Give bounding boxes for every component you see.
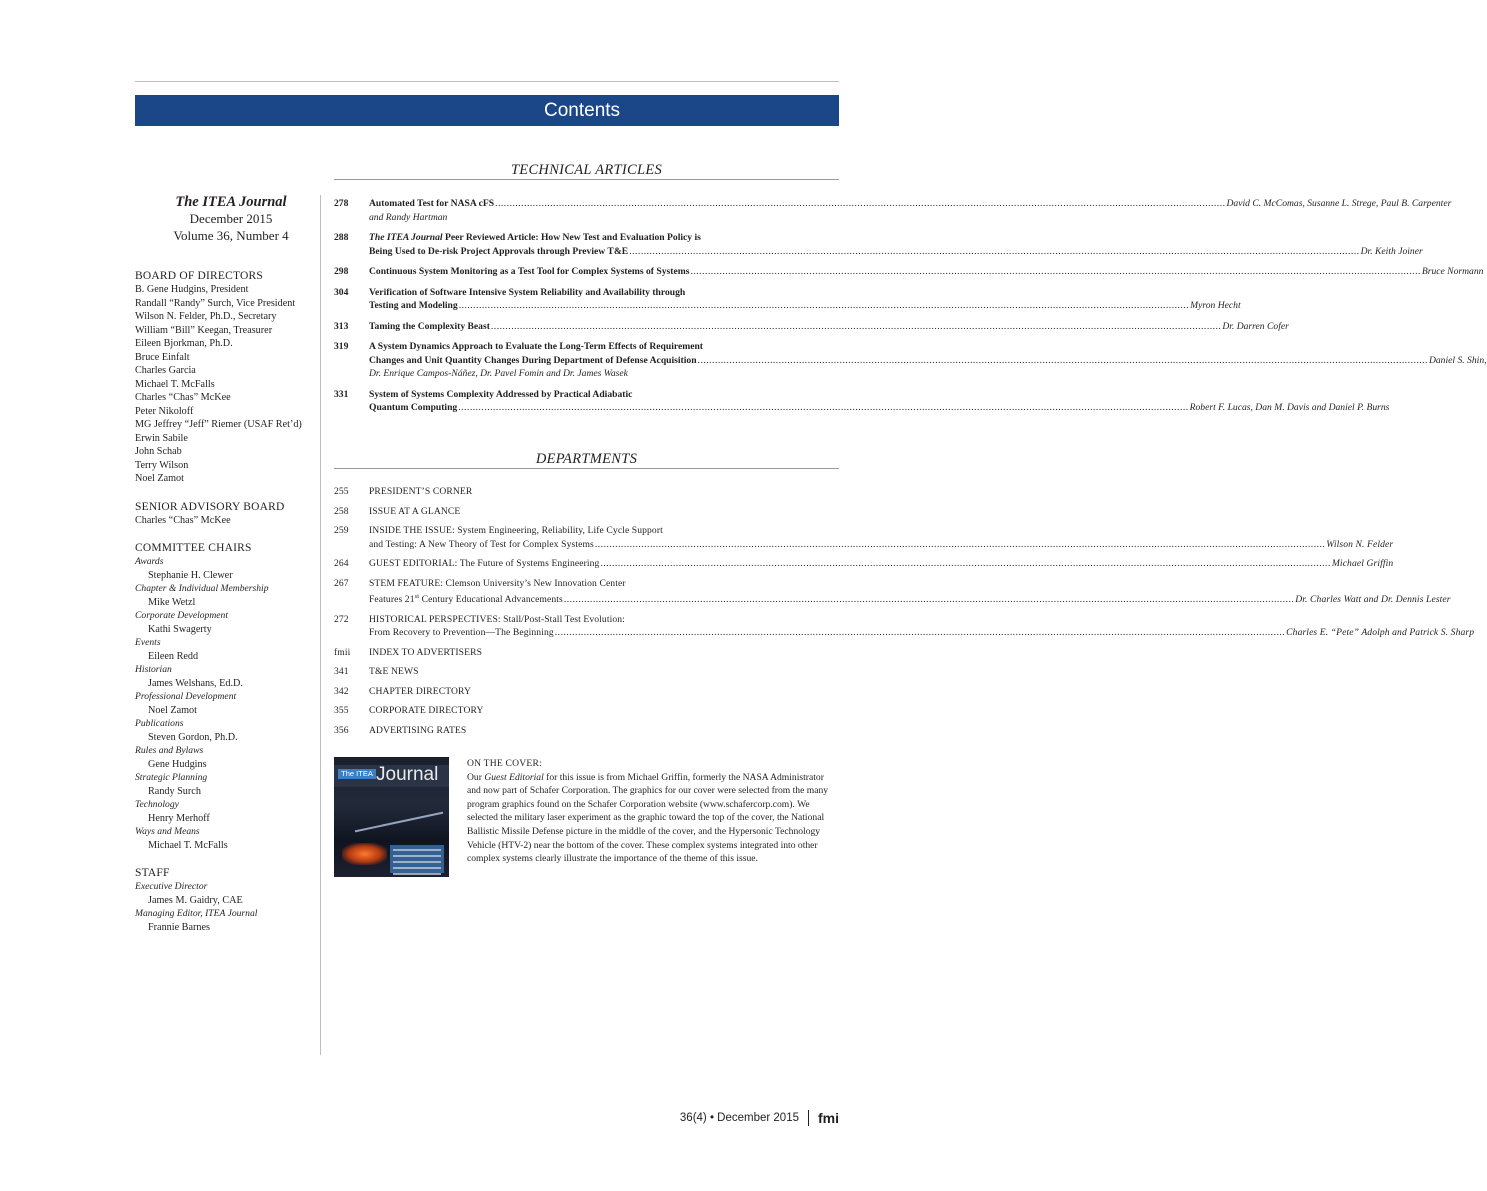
masthead-column	[135, 194, 315, 934]
toc-entry-356[interactable]	[334, 724, 839, 738]
page-number: fmii	[334, 646, 351, 658]
ordinal-suffix: st	[414, 593, 420, 600]
committee-category: Awards	[135, 556, 164, 567]
committee-chair: Michael T. McFalls	[148, 839, 228, 851]
toc-entry-288[interactable]	[334, 231, 1423, 258]
board-member: Peter Nikoloff	[135, 405, 194, 417]
journal-name: The ITEA Journal	[369, 232, 443, 243]
page-number: 355	[334, 705, 349, 717]
committee-chair: Gene Hudgins	[148, 758, 207, 770]
page-number: 342	[334, 685, 349, 697]
board-member: Charles “Chas” McKee	[135, 392, 231, 403]
article-title: Continuous System Monitoring as a Test Tool for Complex Systems of Systems	[369, 266, 690, 277]
article-authors-cont: and Randy Hartman	[369, 211, 448, 223]
toc-entry-304[interactable]	[334, 286, 1241, 313]
page-number: 267	[334, 577, 349, 589]
toc-entry-278[interactable]	[334, 197, 1452, 224]
staff-name: Frannie Barnes	[148, 921, 210, 933]
article-authors: Dr. Keith Joiner	[1360, 245, 1423, 257]
department-authors: Dr. Charles Watt and Dr. Dennis Lester	[1295, 594, 1451, 606]
senior-board-member: Charles “Chas” McKee	[135, 514, 231, 526]
department-authors: Michael Griffin	[1331, 558, 1394, 569]
departments-list	[334, 485, 1475, 737]
page-number: 356	[334, 724, 349, 736]
board-member: John Schab	[135, 446, 182, 457]
article-title-cont: Being Used to De-risk Project Approvals through Preview T&E	[369, 245, 629, 257]
cover-image	[334, 757, 449, 877]
toc-entry-fmii[interactable]	[334, 646, 839, 660]
technical-articles-heading: TECHNICAL ARTICLES	[334, 162, 839, 180]
article-authors: Bruce Normann	[1421, 266, 1484, 277]
issue-volume: Volume 36, Number 4	[173, 227, 289, 243]
committee-category: Rules and Bylaws	[135, 745, 204, 756]
board-member: Bruce Einfalt	[135, 351, 190, 363]
committee-category: Chapter & Individual Membership	[135, 583, 269, 594]
toc-entry-259[interactable]	[334, 524, 1394, 551]
article-title: A System Dynamics Approach to Evaluate the Long-Term Effects of Requirement	[369, 341, 703, 352]
committee-chair: Mike Wetzl	[148, 596, 196, 608]
page-number: 288	[334, 232, 349, 243]
department-title: GUEST EDITORIAL: The Future of Systems Engineering	[369, 558, 600, 569]
departments-heading: DEPARTMENTS	[334, 451, 839, 469]
masthead	[135, 194, 315, 244]
article-title-cont: Testing and Modeling	[369, 300, 458, 311]
toc-entry-313[interactable]	[334, 320, 1289, 334]
department-title-cont: From Recovery to Prevention—The Beginning	[369, 627, 554, 639]
article-title-cont: Quantum Computing	[369, 402, 458, 413]
committee-chair: Steven Gordon, Ph.D.	[148, 731, 238, 743]
toc-entry-298[interactable]	[334, 265, 1484, 279]
department-title-cont: and Testing: A New Theory of Test for Complex Systems	[369, 538, 594, 550]
footer-issue: 36(4) • December 2015	[679, 1112, 799, 1124]
footer-divider	[808, 1110, 809, 1126]
department-authors: Wilson N. Felder	[1326, 538, 1394, 550]
page-number: 313	[334, 320, 349, 332]
committee-chair: Eileen Redd	[148, 650, 199, 662]
guest-editorial-italic: Guest Editorial	[484, 771, 544, 783]
department-title: STEM FEATURE: Clemson University’s New Innovation Center	[369, 577, 626, 589]
committee-heading: COMMITTEE CHAIRS	[135, 542, 252, 554]
page-number: 319	[334, 341, 349, 352]
department-title: PRESIDENT’S CORNER	[369, 486, 473, 497]
committee-category: Events	[135, 637, 161, 648]
page-number: 298	[334, 266, 349, 277]
article-authors-cont: Dr. Enrique Campos-Náñez, Dr. Pavel Fomin and Dr. James Wasek	[369, 368, 628, 379]
page-number: 264	[334, 558, 349, 569]
staff-heading: STAFF	[135, 867, 170, 879]
board-member: Wilson N. Felder, Ph.D., Secretary	[135, 311, 277, 322]
cover-label-the: The ITEA	[338, 769, 376, 779]
article-authors: Dr. Darren Cofer	[1222, 320, 1289, 332]
page-number: 304	[334, 286, 349, 298]
staff-role: Managing Editor, ITEA Journal	[135, 908, 258, 919]
cover-heading: ON THE COVER:	[467, 758, 542, 769]
committee-category: Corporate Development	[135, 610, 228, 621]
toc-entry-319[interactable]	[334, 340, 1487, 381]
senior-board-heading: SENIOR ADVISORY BOARD	[135, 500, 285, 513]
footer-page-number: fmi	[818, 1110, 839, 1126]
committee-category: Publications	[135, 718, 184, 729]
department-title: INSIDE THE ISSUE: System Engineering, Reliability, Life Cycle Support	[369, 525, 663, 536]
committee-category: Strategic Planning	[135, 772, 208, 783]
committee-category: Ways and Means	[135, 826, 200, 837]
board-member: William “Bill” Keegan, Treasurer	[135, 324, 273, 336]
committee-chair: Noel Zamot	[148, 704, 197, 716]
department-title-cont: Features 21	[369, 594, 415, 606]
journal-title: The ITEA Journal	[175, 194, 287, 210]
board-member: B. Gene Hudgins, President	[135, 284, 249, 295]
page-number: 341	[334, 666, 349, 678]
department-title: CORPORATE DIRECTORY	[369, 705, 484, 717]
department-title-cont: Century Educational Advancements	[419, 594, 563, 606]
staff-name: James M. Gaidry, CAE	[148, 894, 243, 906]
toc-entry-264[interactable]	[334, 557, 1394, 571]
issue-date: December 2015	[189, 211, 273, 226]
board-members	[135, 283, 315, 486]
article-title: Taming the Complexity Beast	[369, 320, 490, 332]
board-member: Randall “Randy” Surch, Vice President	[135, 297, 296, 309]
committee-chair: James Welshans, Ed.D.	[148, 677, 243, 689]
department-title: ISSUE AT A GLANCE	[369, 505, 461, 517]
committee-list	[135, 555, 315, 852]
toc-entry-255[interactable]	[334, 485, 839, 499]
board-member: Erwin Sabile	[135, 432, 188, 444]
page-number: 259	[334, 525, 349, 536]
cover-paragraph: Our Guest Editorial for this issue is from Michael Griffin, formerly the NASA Administrator and now part of Schafer Corporation. The graphics for our cover were selected from the many program graphics found on the Schafer Corporation website (www.schafercorp.com). We selected the military laser experiment as the graphic toward the top of the cover, the National Ballistic Missile Defense picture in the middle of the cover, and the Hypersonic Technology Vehicle (HTV-2) near the bottom of the cover. These complex systems integrated into other complex systems clearly illustrate the importance of the theme of this issue.	[467, 771, 829, 865]
board-member: Charles Garcia	[135, 365, 196, 376]
department-title: ADVERTISING RATES	[369, 724, 467, 736]
committee-category: Professional Development	[135, 691, 237, 702]
article-title: Peer Reviewed Article: How New Test and Evaluation Policy is	[442, 232, 701, 243]
contents-banner: Contents	[135, 95, 839, 126]
department-title: CHAPTER DIRECTORY	[369, 685, 472, 697]
committee-chair: Stephanie H. Clewer	[148, 569, 233, 581]
article-title-cont: Changes and Unit Quantity Changes During Department of Defense Acquisition	[369, 354, 697, 366]
cover-label-journal: Journal	[376, 764, 439, 785]
page-number: 255	[334, 486, 349, 497]
department-title: HISTORICAL PERSPECTIVES: Stall/Post-Stall Test Evolution:	[369, 613, 625, 625]
committee-category: Technology	[135, 799, 179, 810]
toc-entry-355[interactable]	[334, 704, 839, 718]
department-authors: Charles E. “Pete” Adolph and Patrick S. Sharp	[1286, 627, 1475, 639]
article-authors: David C. McComas, Susanne L. Strege, Paul B. Carpenter	[1226, 198, 1452, 209]
board-member: Terry Wilson	[135, 459, 189, 471]
committee-chair: Randy Surch	[148, 785, 201, 797]
page-number: 331	[334, 388, 349, 400]
committee-chair: Henry Merhoff	[148, 812, 210, 824]
toc-entry-331[interactable]	[334, 388, 1390, 415]
toc-entry-272[interactable]	[334, 613, 1475, 640]
committee-chair: Kathi Swagerty	[148, 623, 212, 635]
column-divider	[320, 195, 321, 1055]
technical-articles-list	[334, 197, 1487, 415]
board-heading: BOARD OF DIRECTORS	[135, 270, 263, 282]
toc-entry-342[interactable]	[334, 685, 839, 699]
article-authors: Myron Hecht	[1190, 300, 1241, 311]
board-member: Noel Zamot	[135, 473, 184, 484]
page-number: 272	[334, 613, 349, 625]
article-authors: Daniel S. Shin,	[1428, 354, 1487, 366]
board-member: Michael T. McFalls	[135, 378, 215, 390]
committee-category: Historian	[135, 664, 172, 675]
article-authors: Robert F. Lucas, Dan M. Davis and Daniel P. Burns	[1189, 402, 1390, 413]
staff-role: Executive Director	[135, 881, 208, 892]
toc-entry-341[interactable]	[334, 665, 839, 679]
department-title: INDEX TO ADVERTISERS	[369, 646, 483, 658]
department-title: T&E NEWS	[369, 666, 419, 678]
article-title: Verification of Software Intensive System Reliability and Availability through	[369, 286, 686, 298]
toc-entry-258[interactable]	[334, 505, 839, 519]
article-title: System of Systems Complexity Addressed by Practical Adiabatic	[369, 388, 633, 400]
top-rule	[135, 81, 839, 82]
page-number: 258	[334, 505, 349, 517]
page-number: 278	[334, 198, 349, 209]
article-title: Automated Test for NASA cFS	[369, 198, 495, 209]
page-footer	[680, 1110, 839, 1126]
board-member: Eileen Bjorkman, Ph.D.	[135, 338, 233, 349]
board-member: MG Jeffrey “Jeff” Riemer (USAF Ret’d)	[135, 419, 302, 430]
cover-description	[467, 757, 839, 866]
toc-entry-267[interactable]	[334, 577, 1451, 607]
